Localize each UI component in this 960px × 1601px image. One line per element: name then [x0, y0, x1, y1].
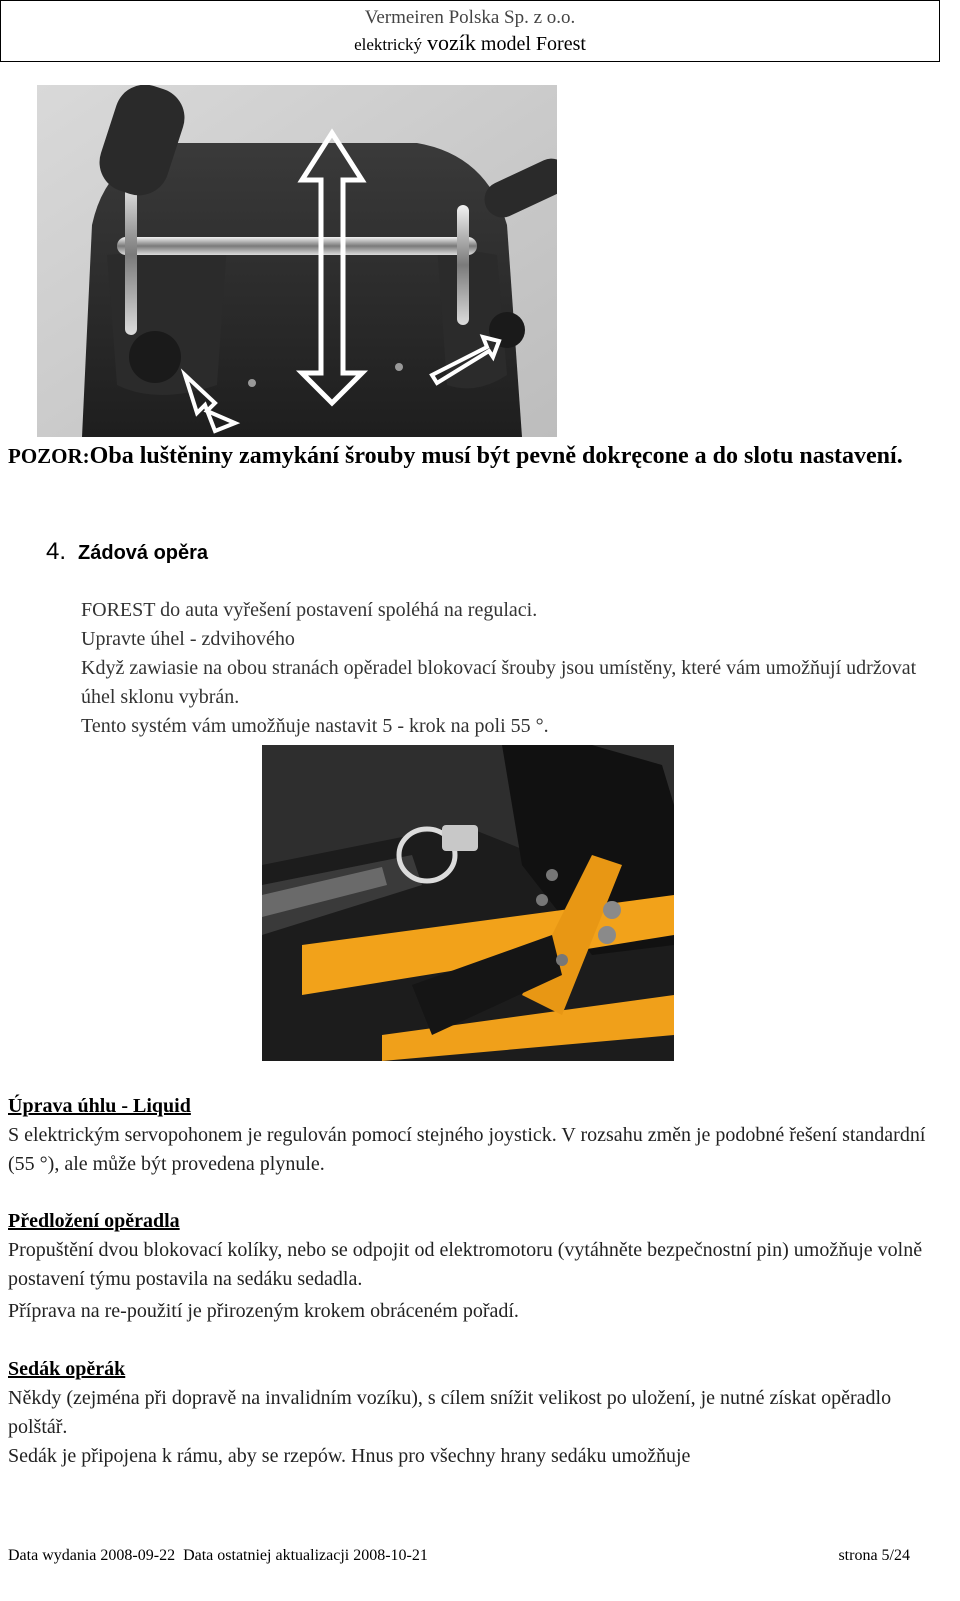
section-line: Tento systém vám umožňuje nastavit 5 - krok na poli 55 °.: [81, 715, 549, 737]
subsection-heading: Předložení opěradla: [8, 1210, 180, 1232]
subsection-text: S elektrickým servopohonem je regulován pomocí stejného joystick. V rozsahu změn je podobné řešení standardní (55 °), ale může být provedena plynule.: [8, 1124, 926, 1175]
warning-note: [8, 440, 930, 473]
company-name: Vermeiren Polska Sp. z o.o.: [364, 7, 576, 28]
subsection-heading: Úprava úhlu - Liquid: [8, 1095, 191, 1117]
product-word-2: vozík: [427, 30, 476, 55]
product-word-3: model Forest: [480, 33, 586, 55]
subsection-text: Propuštění dvou blokovací kolíky, nebo se odpojit od elektromotoru (vytáhněte bezpečnostní pin) umožňuje volně postavení týmu postavila na sedáku sedadla.: [8, 1239, 923, 1290]
subsection-text: Sedák je připojena k rámu, aby se rzepów. Hnus pro všechny hrany sedáku umožňuje: [8, 1445, 691, 1467]
subsection-text: Někdy (zejména při dopravě na invalidním vozíku), s cílem snížit velikost po uložení, je nutné získat opěradlo polštář.: [8, 1387, 892, 1438]
section-line: Upravte úhel - zdvihového: [81, 628, 295, 650]
subsection-text: Příprava na re-použití je přirozeným krokem obráceném pořadí.: [8, 1300, 519, 1322]
publish-date: Data wydania 2008-09-22: [8, 1547, 176, 1564]
update-date: Data ostatniej aktualizacji 2008-10-21: [183, 1547, 428, 1564]
section-title: Zádová opěra: [78, 542, 209, 564]
subsection-seat-cushion: [8, 1355, 938, 1471]
section-number: 4.: [46, 538, 67, 565]
warning-label: POZOR:: [8, 444, 90, 468]
backrest-adjustment-photo: [37, 85, 557, 437]
page-footer: [8, 1547, 910, 1565]
section-line: Když zawiasie na obou stranách opěradel blokovací šrouby jsou umístěny, které vám umožňují udržovat úhel sklonu vybrán.: [81, 657, 917, 708]
subsection-heading: Sedák opěrák: [8, 1358, 126, 1380]
subsection-liquid: [8, 1092, 938, 1179]
warning-text: Oba luštěniny zamykání šrouby musí být pevně dokręcone a do slotu nastavení.: [89, 443, 903, 469]
product-title: [1, 30, 939, 58]
section-body: [81, 596, 941, 741]
section-heading: [46, 538, 208, 566]
subsection-backrest-fold: [8, 1207, 938, 1326]
page-number: strona 5/24: [838, 1547, 910, 1564]
page-header: [0, 0, 940, 62]
product-word-1: elektrický: [354, 35, 423, 54]
backrest-lock-bolt-photo: [262, 745, 674, 1061]
section-line: FOREST do auta vyřešení postavení spoléhá na regulaci.: [81, 599, 538, 621]
